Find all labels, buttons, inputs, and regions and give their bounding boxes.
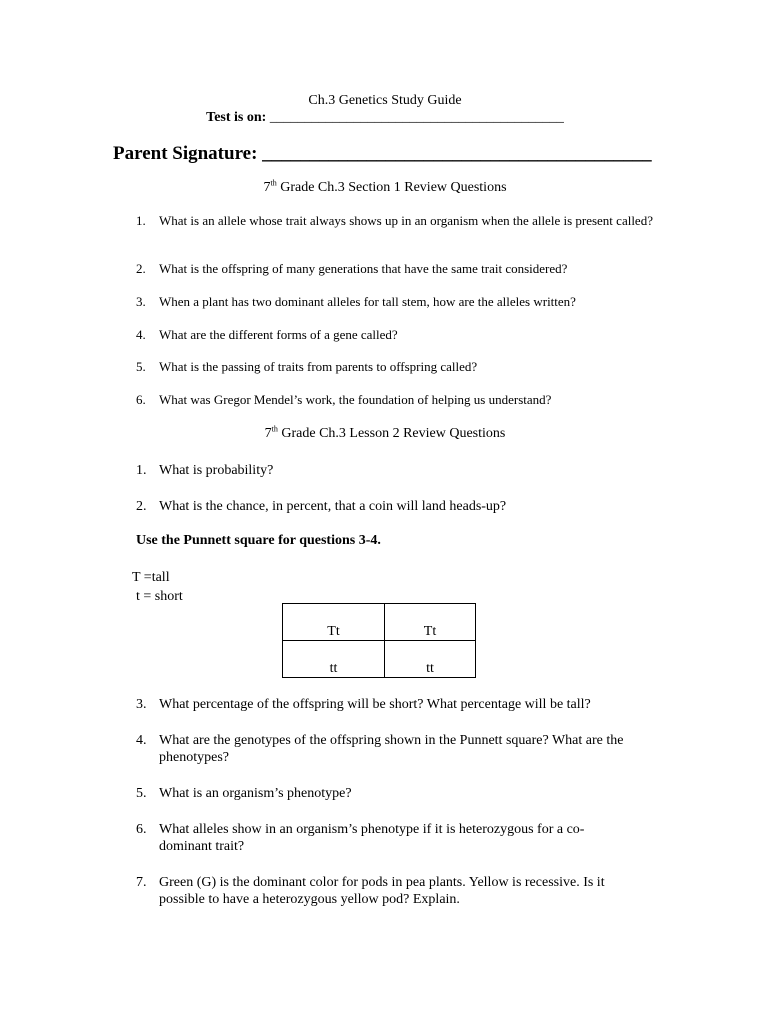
test-label: Test is on:: [206, 110, 267, 125]
punnett-cell: tt: [385, 641, 476, 678]
s2-question-6: 6. What alleles show in an organism’s phenotype if it is heterozygous for a co-dominant trait?: [136, 822, 585, 854]
key-tall: T =tall: [132, 570, 170, 585]
section1-heading: 7th Grade Ch.3 Section 1 Review Questions: [263, 178, 507, 195]
s1-question-3: 3. When a plant has two dominant alleles for tall stem, how are the alleles written?: [136, 294, 576, 309]
key-short: t = short: [136, 589, 183, 604]
punnett-cell: tt: [283, 641, 385, 678]
s2-question-4: 4. What are the genotypes of the offspring shown in the Punnett square? What are the phenotypes?: [136, 733, 624, 765]
s2-question-2: 2. What is the chance, in percent, that a coin will land heads-up?: [136, 499, 507, 514]
s1-question-1: 1. What is an allele whose trait always shows up in an organism when the allele is present called?: [136, 213, 653, 228]
s1-question-5: 5. What is the passing of traits from parents to offspring called?: [136, 359, 478, 374]
punnett-cell: Tt: [283, 604, 385, 641]
punnett-instruction: Use the Punnett square for questions 3-4.: [136, 533, 381, 548]
s2-question-5: 5. What is an organism’s phenotype?: [136, 786, 352, 801]
s1-question-6: 6. What was Gregor Mendel’s work, the foundation of helping us understand?: [136, 392, 552, 407]
s1-question-4: 4. What are the different forms of a gene called?: [136, 327, 398, 342]
parent-signature-line: Parent Signature: _________________________________________: [113, 143, 652, 164]
page-title: Ch.3 Genetics Study Guide: [308, 93, 462, 108]
allele-key: [132, 568, 183, 606]
s2-question-7: 7. Green (G) is the dominant color for pods in pea plants. Yellow is recessive. Is it possible to have a heterozygous yellow pod? Explain.: [136, 875, 605, 907]
punnett-square: [282, 603, 476, 678]
s2-question-3: 3. What percentage of the offspring will be short? What percentage will be tall?: [136, 697, 591, 712]
punnett-cell: Tt: [385, 604, 476, 641]
test-date-blank: __________________________________________: [269, 110, 564, 125]
test-date-line: [0, 110, 770, 126]
s2-question-1: 1. What is probability?: [136, 463, 274, 478]
s1-question-2: 2. What is the offspring of many generations that have the same trait considered?: [136, 261, 568, 276]
section2-heading: 7th Grade Ch.3 Lesson 2 Review Questions: [264, 424, 506, 441]
